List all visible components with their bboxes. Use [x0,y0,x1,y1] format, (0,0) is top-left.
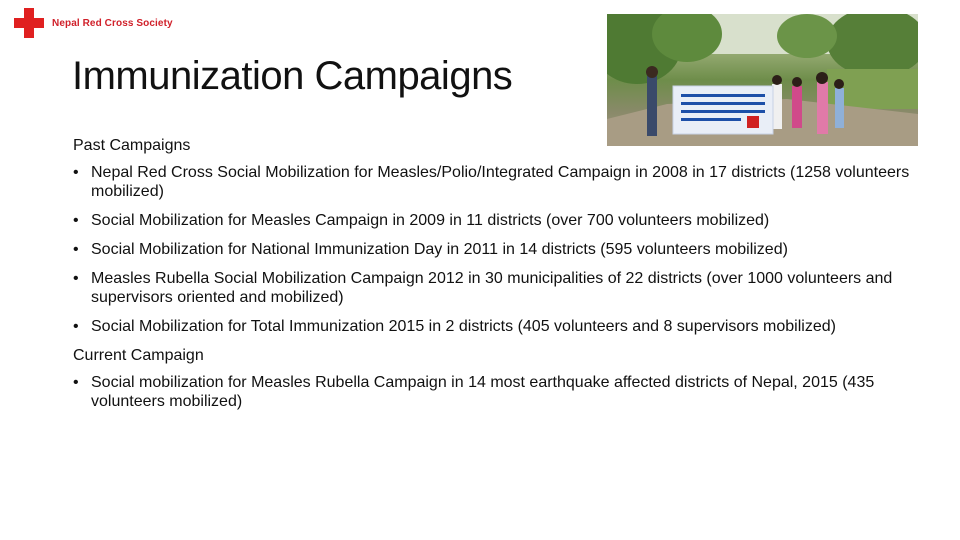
list-item [73,240,913,259]
list-item [73,317,913,336]
list-item-text: Social Mobilization for Measles Campaign in 2009 in 11 districts (over 700 volunteers mobilized) [91,212,770,229]
list-item [73,211,913,230]
campaign-content [73,136,913,421]
list-item-text: Social Mobilization for Total Immunization 2015 in 2 districts (405 volunteers and 8 supervisors mobilized) [91,318,836,335]
list-item-text: Nepal Red Cross Social Mobilization for Measles/Polio/Integrated Campaign in 2008 in 17 districts (1258 volunteers mobilized) [91,164,910,200]
org-name: Nepal Red Cross Society [52,17,173,29]
red-cross-icon [14,8,44,38]
list-item-text: Measles Rubella Social Mobilization Campaign 2012 in 30 municipalities of 22 districts (over 1000 volunteers and supervisors oriented and mobilized) [91,270,893,306]
bullet-icon: • [73,270,79,287]
bullet-icon: • [73,212,79,229]
slide-title: Immunization Campaigns [72,54,513,98]
past-campaigns-list [73,163,913,336]
bullet-icon: • [73,164,79,181]
past-campaigns-heading: Past Campaigns [73,137,191,154]
campaign-rally-photo [607,14,918,146]
current-campaign-heading: Current Campaign [73,347,204,364]
bullet-icon: • [73,241,79,258]
list-item [73,163,913,201]
bullet-icon: • [73,318,79,335]
list-item-text: Social Mobilization for National Immunization Day in 2011 in 14 districts (595 volunteers mobilized) [91,241,788,258]
bullet-icon: • [73,374,79,391]
current-campaign-list [73,373,913,411]
list-item [73,269,913,307]
rally-illustration [607,14,918,146]
list-item [73,373,913,411]
org-logo [14,8,173,38]
list-item-text: Social mobilization for Measles Rubella Campaign in 14 most earthquake affected districts of Nepal, 2015 (435 volunteers mobilized) [91,374,875,410]
